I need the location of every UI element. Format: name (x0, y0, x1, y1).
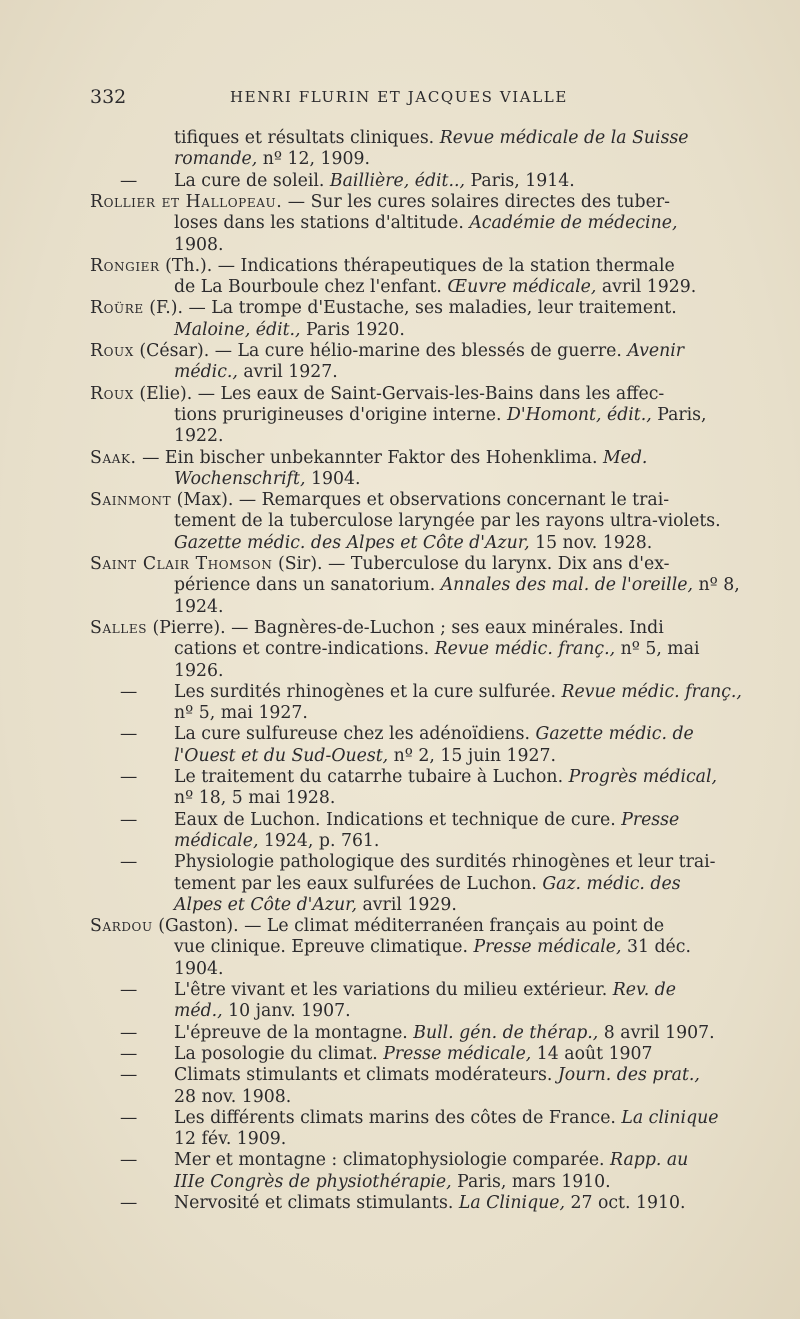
entry-source: l'Ouest et du Sud-Ouest, (174, 745, 389, 766)
entry-source: Revue médic. franç., (561, 681, 742, 702)
ditto-dash: — (120, 809, 138, 830)
entry-source: romande, (174, 149, 258, 170)
entry-source: Presse médicale, (383, 1043, 532, 1064)
entry-date: nº 8, (692, 575, 740, 596)
entry-date: 27 oct. 1910. (564, 1193, 686, 1213)
entry-date: avril 1929. (357, 894, 457, 915)
entry-text: — Sur les cures solaires directes des tuber- (282, 191, 670, 212)
entry-source: La Clinique, (458, 1193, 565, 1213)
entry-source: Alpes et Côte d'Azur, (174, 894, 357, 915)
entry-text: (Max). — Remarques et observations concernant le trai- (171, 490, 670, 511)
ditto-dash: — (120, 852, 138, 873)
entry-text: (César). — La cure hélio-marine des blessés de guerre. (133, 341, 628, 361)
entry-date: nº 12, 1909. (257, 149, 370, 170)
ditto-dash: — (120, 1107, 138, 1128)
entry-source: Rapp. au (610, 1150, 689, 1171)
entry-text: La cure de soleil. (174, 170, 330, 191)
entry-text: Le traitement du catarrhe tubaire à Luchon. (174, 767, 569, 787)
entry-source: médic., (174, 362, 238, 383)
bibliography-line (90, 384, 664, 405)
bibliography-line (90, 618, 664, 639)
entry-date: 15 nov. 1928. (529, 532, 653, 553)
entry-text: périence dans un sanatorium. (174, 575, 441, 596)
entry-text: 1904. (174, 958, 224, 979)
entry-date: 14 août 1907 (531, 1043, 653, 1064)
ditto-dash: — (120, 767, 138, 787)
entry-source: Maloine, édit., (174, 319, 301, 340)
entry-source: Revue médic. franç., (434, 639, 616, 660)
entry-source: La clinique (621, 1107, 719, 1128)
entry-author: Roux (90, 383, 134, 404)
ditto-dash: — (120, 980, 138, 1000)
entry-text: (Th.). — Indications thérapeutiques de la station thermale (159, 255, 675, 276)
ditto-dash: — (120, 724, 138, 745)
entry-text: tement de la tuberculose laryngée par les rayons ultra-violets. (174, 511, 721, 532)
entry-text: Mer et montagne : climatophysiologie comparée. (174, 1150, 611, 1171)
entry-text: tement par les eaux sulfurées de Luchon. (174, 873, 543, 894)
entry-text: tifiques et résultats cliniques. (174, 128, 440, 148)
entry-text: 1924. (174, 596, 224, 617)
bibliography-line (90, 554, 670, 575)
bibliography-line (90, 341, 684, 362)
entry-text: (Pierre). — Bagnères-de-Luchon ; ses eaux minérales. Indi (147, 617, 664, 638)
entry-date: Paris 1920. (300, 319, 405, 340)
ditto-dash: — (120, 1150, 138, 1171)
entry-author: Saint Clair Thomson (90, 554, 273, 574)
entry-text: nº 5, mai 1927. (174, 703, 308, 724)
entry-date: Paris, (651, 404, 707, 425)
ditto-dash: — (120, 1022, 138, 1043)
entry-text: 1922. (174, 426, 224, 447)
entry-text: — Ein bischer unbekannter Faktor des Hohenklima. (136, 447, 603, 468)
entry-text: tions prurigineuses d'origine interne. (174, 404, 508, 425)
ditto-dash: — (120, 1065, 138, 1086)
entry-text: (Gaston). — Le climat méditerranéen français au point de (152, 916, 665, 937)
entry-source: Progrès médical, (568, 767, 717, 787)
entry-text: Climats stimulants et climats modérateurs. (174, 1065, 558, 1086)
entry-text: (Sir). — Tuberculose du larynx. Dix ans d'ex- (272, 554, 670, 574)
entry-source: méd., (174, 1001, 223, 1022)
entry-date: avril 1927. (237, 362, 338, 383)
entry-text: L'être vivant et les variations du milieu extérieur. (174, 980, 613, 1000)
entry-author: Salles (90, 617, 148, 638)
entry-author: Sardou (90, 916, 153, 937)
entry-text: 12 fév. 1909. (174, 1129, 287, 1150)
entry-text: Nervosité et climats stimulants. (174, 1193, 459, 1213)
bibliography-line (90, 448, 647, 469)
entry-source: Académie de médecine, (469, 213, 678, 234)
entry-date: 10 janv. 1907. (222, 1001, 351, 1022)
entry-date: Paris, mars 1910. (451, 1171, 611, 1192)
entry-source: Baillière, édit.., (329, 170, 465, 191)
page-header (90, 86, 690, 110)
entry-source: Annales des mal. de l'oreille, (440, 575, 693, 596)
entry-source: Rev. de (612, 980, 676, 1000)
entry-source: Avenir (627, 341, 684, 361)
entry-source: Journ. des prat., (557, 1065, 700, 1086)
entry-text: vue clinique. Epreuve climatique. (174, 937, 474, 958)
entry-source: Œuvre médicale, (447, 277, 597, 298)
entry-source: Wochenschrift, (174, 468, 306, 489)
entry-text: La cure sulfureuse chez les adénoïdiens. (174, 724, 536, 745)
page-number: 332 (90, 86, 127, 108)
entry-text: L'épreuve de la montagne. (174, 1022, 414, 1043)
entry-source: IIIe Congrès de physiothérapie, (174, 1171, 452, 1192)
ditto-dash: — (120, 1193, 138, 1213)
entry-text: Les surdités rhinogènes et la cure sulfurée. (174, 681, 562, 702)
entry-text: (F.). — La trompe d'Eustache, ses maladies, leur traitement. (143, 298, 677, 319)
bibliography-line (90, 256, 675, 277)
bibliography-line (90, 192, 670, 213)
running-title: HENRI FLURIN ET JACQUES VIALLE (230, 88, 568, 106)
entry-text: loses dans les stations d'altitude. (174, 213, 470, 234)
bibliography-line (90, 490, 669, 511)
ditto-dash: — (120, 1043, 138, 1064)
entry-source: Bull. gén. de thérap., (413, 1022, 599, 1043)
entry-date: 1904. (305, 468, 361, 489)
entry-date: 8 avril 1907. (598, 1022, 715, 1043)
entry-date: avril 1929. (596, 277, 697, 298)
bibliography-line (90, 916, 664, 937)
bibliography-line (90, 298, 677, 319)
entry-date: 1924, p. 761. (258, 830, 380, 851)
entry-text: de La Bourboule chez l'enfant. (174, 277, 448, 298)
entry-author: Rongier (90, 255, 160, 276)
entry-text: (Elie). — Les eaux de Saint-Gervais-les-Bains dans les affec- (133, 383, 665, 404)
entry-text: cations et contre-indications. (174, 639, 435, 660)
entry-text: Les différents climats marins des côtes de France. (174, 1107, 622, 1128)
entry-date: nº 2, 15 juin 1927. (388, 745, 556, 766)
entry-source: Gaz. médic. des (542, 873, 681, 894)
entry-author: Sainmont (90, 490, 172, 511)
ditto-dash: — (120, 681, 138, 702)
entry-source: Gazette médic. de (535, 724, 694, 745)
entry-source: Med. (602, 447, 648, 468)
entry-text: Physiologie pathologique des surdités rhinogènes et leur trai- (174, 852, 716, 873)
entry-text: 28 nov. 1908. (174, 1086, 292, 1107)
entry-source: Gazette médic. des Alpes et Côte d'Azur, (174, 532, 530, 553)
entry-text: 1926. (174, 660, 224, 681)
entry-author: Saak. (90, 447, 137, 468)
entry-author: Roux (90, 341, 134, 361)
entry-text: Eaux de Luchon. Indications et technique de cure. (174, 809, 622, 830)
entry-source: médicale, (174, 830, 259, 851)
entry-source: Revue médicale de la Suisse (439, 128, 689, 148)
entry-author: Roüre (90, 298, 144, 319)
entry-date: Paris, 1914. (464, 170, 575, 191)
entry-author: Rollier et Hallopeau. (90, 191, 283, 212)
entry-source: Presse médicale, (473, 937, 622, 958)
entry-date: 31 déc. (621, 937, 691, 958)
entry-source: D'Homont, édit., (507, 404, 652, 425)
entry-text: nº 18, 5 mai 1928. (174, 788, 336, 809)
entry-date: nº 5, mai (615, 639, 700, 660)
ditto-dash: — (120, 170, 138, 191)
entry-text: 1908. (174, 234, 224, 255)
entry-text: La posologie du climat. (174, 1043, 384, 1064)
entry-source: Presse (621, 809, 680, 830)
